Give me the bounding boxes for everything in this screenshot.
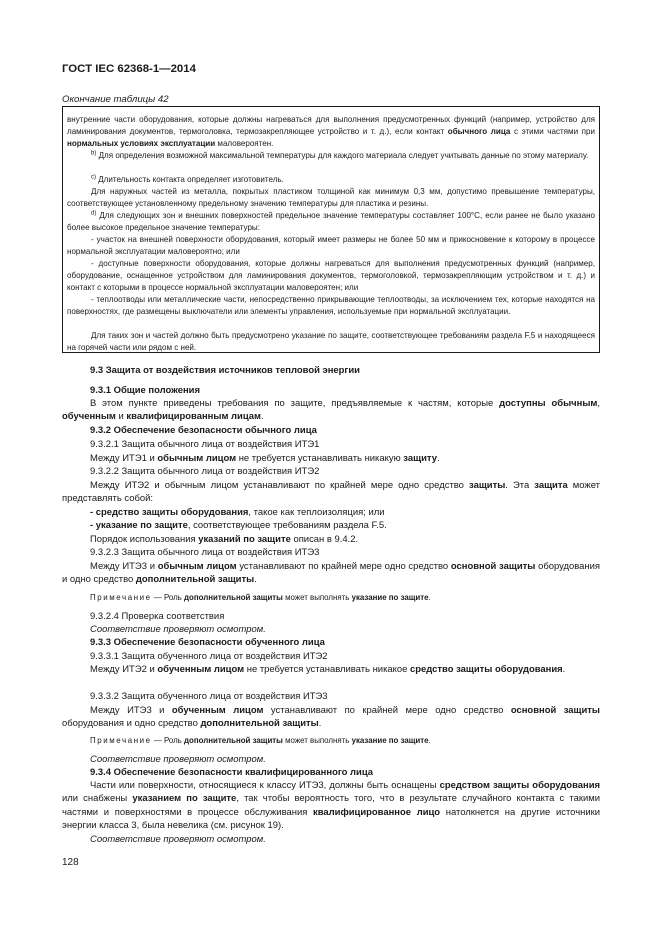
box-final: Для таких зон и частей должно быть предусмотрено указание по защите, соответствующее требованиям раздела F.5 и находящееся на горячей части или рядом с ней. [67, 331, 595, 352]
heading-9-3-3-1: 9.3.3.1 Защита обученного лица от воздействия ИТЭ2 [90, 651, 328, 662]
note-1: Примечание — Роль дополнительной защиты может выполнять указание по защите. [90, 593, 431, 602]
para-9-3-2-2: Между ИТЭ2 и обычным лицом устанавливают по крайней мере одно средство защиты. Эта защита может представлять собой: [62, 480, 601, 505]
heading-9-3-3-2: 9.3.3.2 Защита обученного лица от воздействия ИТЭ3 [90, 691, 328, 702]
standard-header: ГОСТ IEC 62368-1—2014 [62, 63, 196, 75]
note-2: Примечание — Роль дополнительной защиты может выполнять указание по защите. [90, 736, 431, 745]
box-footnote-b: $^{b)}$ Для определения возможной максимальной температуры для каждого материала следует учитывать данные по этому материалу. [91, 150, 589, 160]
box-footnote-c: $^{c)}$ Длительность контакта определяет изготовитель. [91, 174, 284, 184]
para-order: Порядок использования указаний по защите описан в 9.4.2. [90, 534, 359, 545]
heading-9-3-2-1: 9.3.2.1 Защита обычного лица от воздействия ИТЭ1 [90, 439, 320, 450]
para-9-3-3-2: Между ИТЭ3 и обученным лицом устанавливают по крайней мере одно средство основной защиты оборудования и одно средство дополнительной защиты. [62, 705, 600, 730]
heading-9-3: 9.3 Защита от воздействия источников тепловой энергии [90, 365, 360, 376]
page-number: 128 [62, 857, 79, 868]
conformity-1: Соответствие проверяют осмотром. [90, 624, 266, 635]
heading-9-3-3: 9.3.3 Обеспечение безопасности обученного лица [90, 637, 325, 648]
conformity-3: Соответствие проверяют осмотром. [90, 834, 266, 845]
box-para-1: внутренние части оборудования, которые должны нагреваться для выполнения предусмотренных функций (например, устройство для ламинирования документов, термоголовка, термозакрепляющее устройство и т. д.), если контакт обычного лица с этими частями при нормальных условиях эксплуатации маловероятен. [67, 115, 595, 148]
box-dash-1: - участок на внешней поверхности оборудования, который имеет размеры не более 50 мм и прикосновение к которому в процессе нормальной эксплуатации маловероятно; или [67, 235, 595, 256]
box-footnote-d: $^{d)}$ Для следующих зон и внешних поверхностей предельное значение температуры составляет 100°С, если ранее не было указано более высокое предельное значение температуры: [67, 210, 595, 232]
heading-9-3-2-3: 9.3.2.3 Защита обычного лица от воздействия ИТЭ3 [90, 547, 320, 558]
box-dash-2: - доступные поверхности оборудования, которые должны нагреваться для выполнения предусмотренных функций (например, оборудование, оснащенное устройством для ламинирования документов, термоголовкой, термозакрепляющим устройством и т. д.) и контакт с которыми в процессе нормальной эксплуатации маловероятен; или [67, 259, 595, 292]
heading-9-3-1: 9.3.1 Общие положения [90, 385, 200, 396]
table-caption: Окончание таблицы 42 [62, 94, 169, 105]
para-9-3-2-3: Между ИТЭ3 и обычным лицом устанавливают по крайней мере одно средство основной защиты оборудования и одно средство дополнительной защиты. [62, 561, 601, 586]
heading-9-3-2: 9.3.2 Обеспечение безопасности обычного лица [90, 425, 317, 436]
para-9-3-4: Части или поверхности, относящиеся к классу ИТЭ3, должны быть оснащены средством защиты оборудования или снабжены указанием по защите, так чтобы вероятность того, что в результате случайного контакта с такими частями и поверхностями в процессе обслуживания квалифицированное лицо натолкнется на другие источники энергии класса 3, была невелика (см. рисунок 19). [62, 780, 601, 832]
list-item-1: - средство защиты оборудования, такое как теплоизоляция; или [90, 507, 385, 518]
heading-9-3-2-2: 9.3.2.2 Защита обычного лица от воздействия ИТЭ2 [90, 466, 320, 477]
conformity-2: Соответствие проверяют осмотром. [90, 754, 266, 765]
heading-9-3-2-4: 9.3.2.4 Проверка соответствия [90, 611, 225, 622]
para-9-3-1: В этом пункте приведены требования по защите, предъявляемые к частям, которые доступны обычным, обученным и квалифицированным лицам. [62, 398, 600, 423]
box-dash-3: - теплоотводы или металлические части, непосредственно прикрывающие теплоотводы, за исключением тех, которые находятся на поверхностях, где размещены выключатели или элементы управления, используемые при нормальной эксплуатации. [67, 295, 595, 316]
list-item-2: - указание по защите, соответствующее требованиям раздела F.5. [90, 520, 387, 531]
box-metal-note: Для наружных частей из металла, покрытых пластиком толщиной как минимум 0,3 мм, допустимо превышение температуры, соответствующее установленному предельному значению температуры для пластика и резины. [67, 187, 595, 208]
para-9-3-2-1: Между ИТЭ1 и обычным лицом не требуется устанавливать никакую защиту. [90, 453, 440, 464]
heading-9-3-4: 9.3.4 Обеспечение безопасности квалифицированного лица [90, 767, 373, 778]
table-continuation [62, 106, 600, 353]
para-9-3-3-1: Между ИТЭ2 и обученным лицом не требуется устанавливать никакое средство защиты оборудования. [90, 664, 566, 675]
